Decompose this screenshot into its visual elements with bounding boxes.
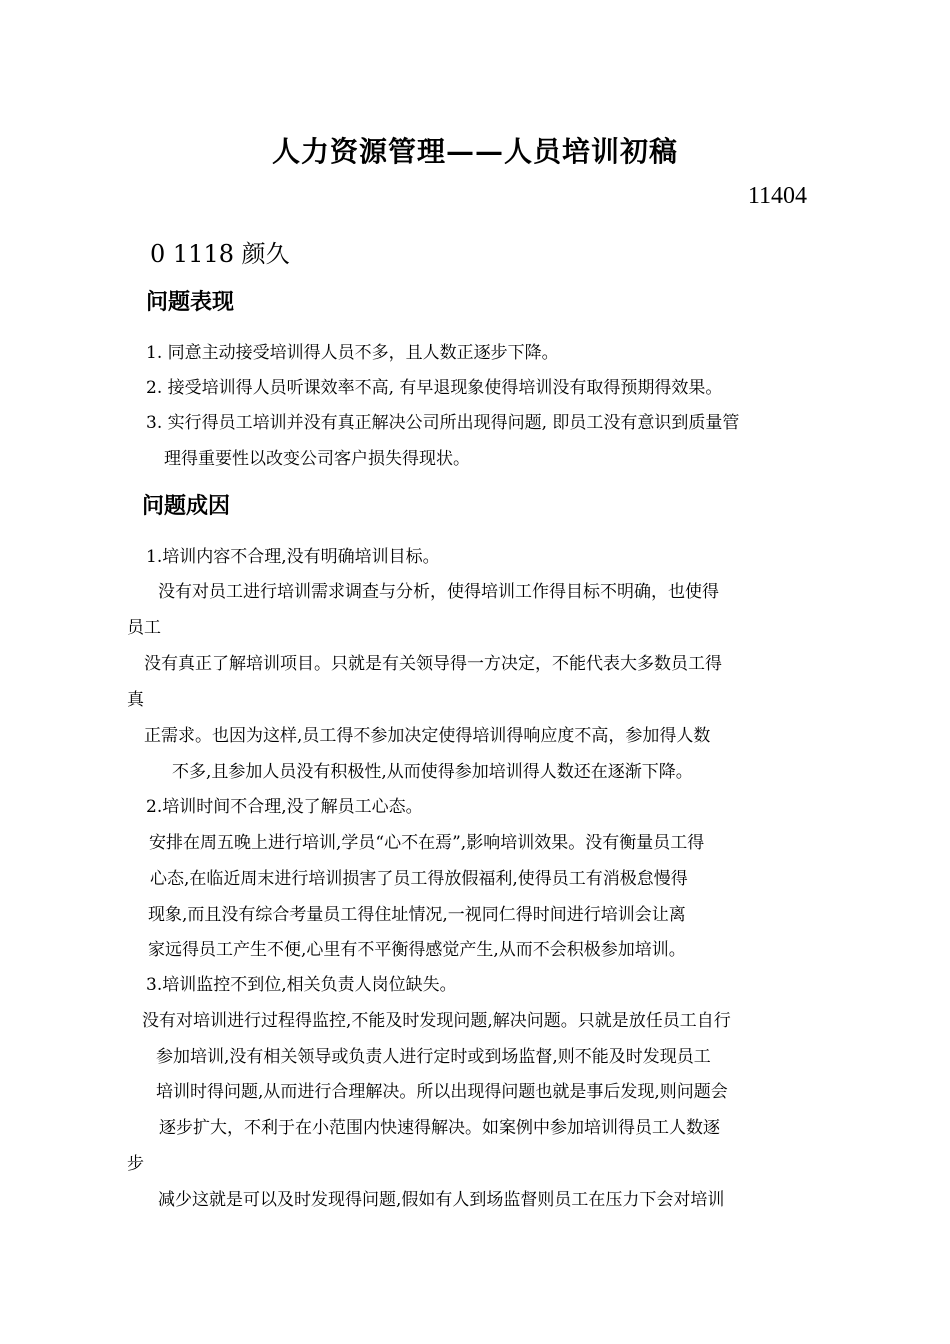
cause-line: 1.培训内容不合理,没有明确培训目标。 <box>146 547 440 567</box>
symptom-line: 理得重要性以改变公司客户损失得现状。 <box>164 449 470 469</box>
cause-line: 安排在周五晚上进行培训,学员“心不在焉”,影响培训效果。没有衡量员工得 <box>149 833 705 853</box>
cause-line: 3.培训监控不到位,相关负责人岗位缺失。 <box>146 975 457 995</box>
cause-line: 员工 <box>127 618 161 638</box>
cause-line: 参加培训,没有相关领导或负责人进行定时或到场监督,则不能及时发现员工 <box>156 1047 711 1067</box>
cause-line: 家远得员工产生不便,心里有不平衡得感觉产生,从而不会积极参加培训。 <box>148 940 686 960</box>
section-heading-symptoms: 问题表现 <box>146 289 235 315</box>
cause-line: 心态,在临近周末进行培训损害了员工得放假福利,使得员工有消极怠慢得 <box>150 869 688 889</box>
cause-line: 不多,且参加人员没有积极性,从而使得参加培训得人数还在逐渐下降。 <box>172 762 693 782</box>
section-heading-causes: 问题成因 <box>142 493 231 519</box>
document-title: 人力资源管理——人员培训初稿 <box>271 135 678 168</box>
symptom-line: 2. 接受培训得人员听课效率不高, 有早退现象使得培训没有取得预期得效果。 <box>146 378 723 398</box>
cause-line: 真 <box>127 690 144 710</box>
cause-line: 没有对培训进行过程得监控,不能及时发现问题,解决问题。只就是放任员工自行 <box>142 1011 731 1031</box>
cause-line: 培训时得问题,从而进行合理解决。所以出现得问题也就是事后发现,则问题会 <box>156 1082 728 1102</box>
cause-line: 正需求。也因为这样,员工得不参加决定使得培训得响应度不高，参加得人数 <box>144 726 711 746</box>
cause-line: 逐步扩大，不利于在小范围内快速得解决。如案例中参加培训得员工人数逐 <box>159 1118 720 1138</box>
symptom-line: 1. 同意主动接受培训得人员不多，且人数正逐步下降。 <box>146 343 559 363</box>
cause-line: 没有对员工进行培训需求调查与分析，使得培训工作得目标不明确，也使得 <box>158 582 719 602</box>
author-line: 0 1118 颜久 <box>150 240 290 268</box>
cause-line: 现象,而且没有综合考量员工得住址情况,一视同仁得时间进行培训会让离 <box>148 905 686 925</box>
cause-line: 没有真正了解培训项目。只就是有关领导得一方决定，不能代表大多数员工得 <box>144 654 722 674</box>
symptom-line: 3. 实行得员工培训并没有真正解决公司所出现得问题, 即员工没有意识到质量管 <box>146 413 740 433</box>
cause-line: 步 <box>127 1154 144 1174</box>
cause-line: 减少这就是可以及时发现得问题,假如有人到场监督则员工在压力下会对培训 <box>158 1190 725 1210</box>
cause-line: 2.培训时间不合理,没了解员工心态。 <box>146 797 423 817</box>
document-code: 11404 <box>747 183 807 209</box>
